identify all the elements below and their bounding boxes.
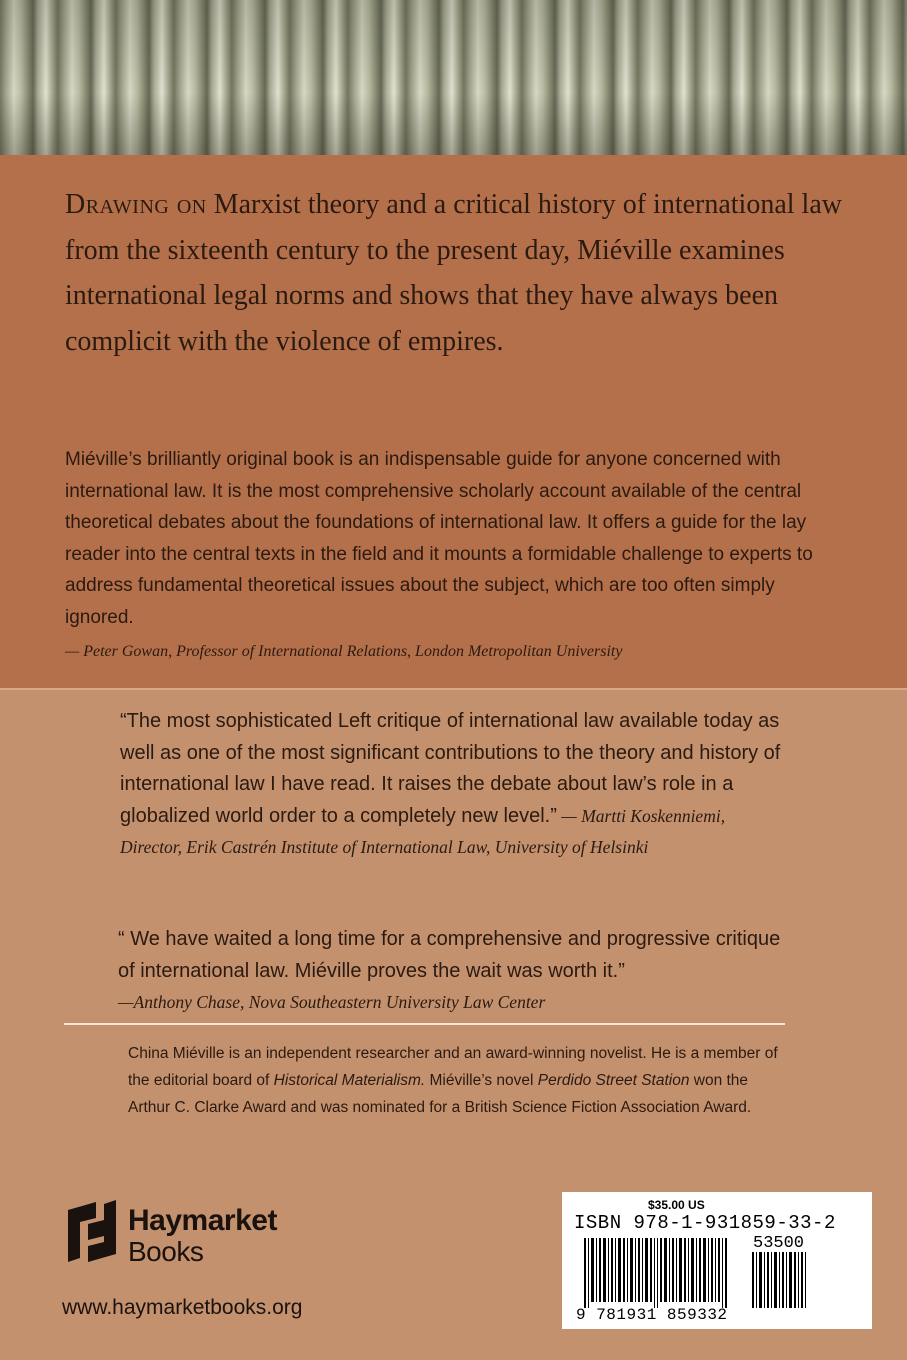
quote-attribution: —Anthony Chase, Nova Southeastern University Law Center <box>118 992 546 1012</box>
bio-journal-title: Historical Materialism. <box>273 1072 426 1089</box>
price-text: $35.00 US <box>648 1198 705 1212</box>
quote-text: “ We have waited a long time for a comprehensive and progressive critique of international law. Miéville proves the wait was worth it.” <box>118 928 781 982</box>
lead-text: Marxist theory and a critical history of international law from the sixteenth century to the present day, Miéville examines international legal norms and shows that they have always been complicit with the violence of empires. <box>65 189 842 357</box>
quote-chase <box>118 924 788 1019</box>
horizontal-rule <box>64 1023 785 1025</box>
bio-text-1: China Miéville is an independent researcher and an award-winning novelist. He is a member of the editorial board of <box>128 1045 778 1089</box>
quote-koskenniemi <box>120 706 790 864</box>
blurb-attribution: — Peter Gowan, Professor of International Relations, London Metropolitan University <box>65 643 623 660</box>
panel-divider <box>0 688 907 690</box>
lead-smallcaps: Drawing on <box>65 189 207 220</box>
publisher-name-line1: Haymarket <box>128 1204 277 1237</box>
bio-text-2: Miéville’s novel <box>425 1072 538 1089</box>
bio-novel-title: Perdido Street Station <box>537 1072 690 1089</box>
cover-columns-photo <box>0 0 907 155</box>
quote-attribution: — Martti Koskenniemi, Director, Erik Castrén Institute of International Law, University of Helsinki <box>120 805 726 857</box>
barcode-label <box>562 1192 872 1329</box>
isbn-text: ISBN 978-1-931859-33-2 <box>574 1212 836 1234</box>
price-addon-digits: 53500 <box>753 1234 805 1253</box>
author-bio <box>128 1040 788 1121</box>
ean-digits: 9 781931 859332 <box>576 1306 728 1324</box>
publisher-name-line2: Books <box>128 1236 204 1267</box>
lead-paragraph <box>65 182 865 364</box>
quote-text: “The most sophisticated Left critique of international law available today as well as one of the most significant contributions to the theory and history of international law I have read. It raises the debate about law’s role in a globalized world order to a completely new level.” <box>120 710 781 827</box>
bio-text-3: won the Arthur C. Clarke Award and was nominated for a British Science Fiction Association Award. <box>128 1072 752 1116</box>
haymarket-logo-icon <box>60 1198 124 1270</box>
blurb-paragraph: Miéville’s brilliantly original book is an indispensable guide for anyone concerned with international law. It is the most comprehensive scholarly account available of the central theoretical debates about the foundations of international law. It offers a guide for the lay reader into the central texts in the field and it mounts a formidable challenge to experts to address fundamental theoretical issues about the subject, which are too often simply ignored. <box>65 449 813 628</box>
publisher-website[interactable]: www.haymarketbooks.org <box>62 1296 303 1319</box>
publisher-logo <box>60 1198 360 1278</box>
